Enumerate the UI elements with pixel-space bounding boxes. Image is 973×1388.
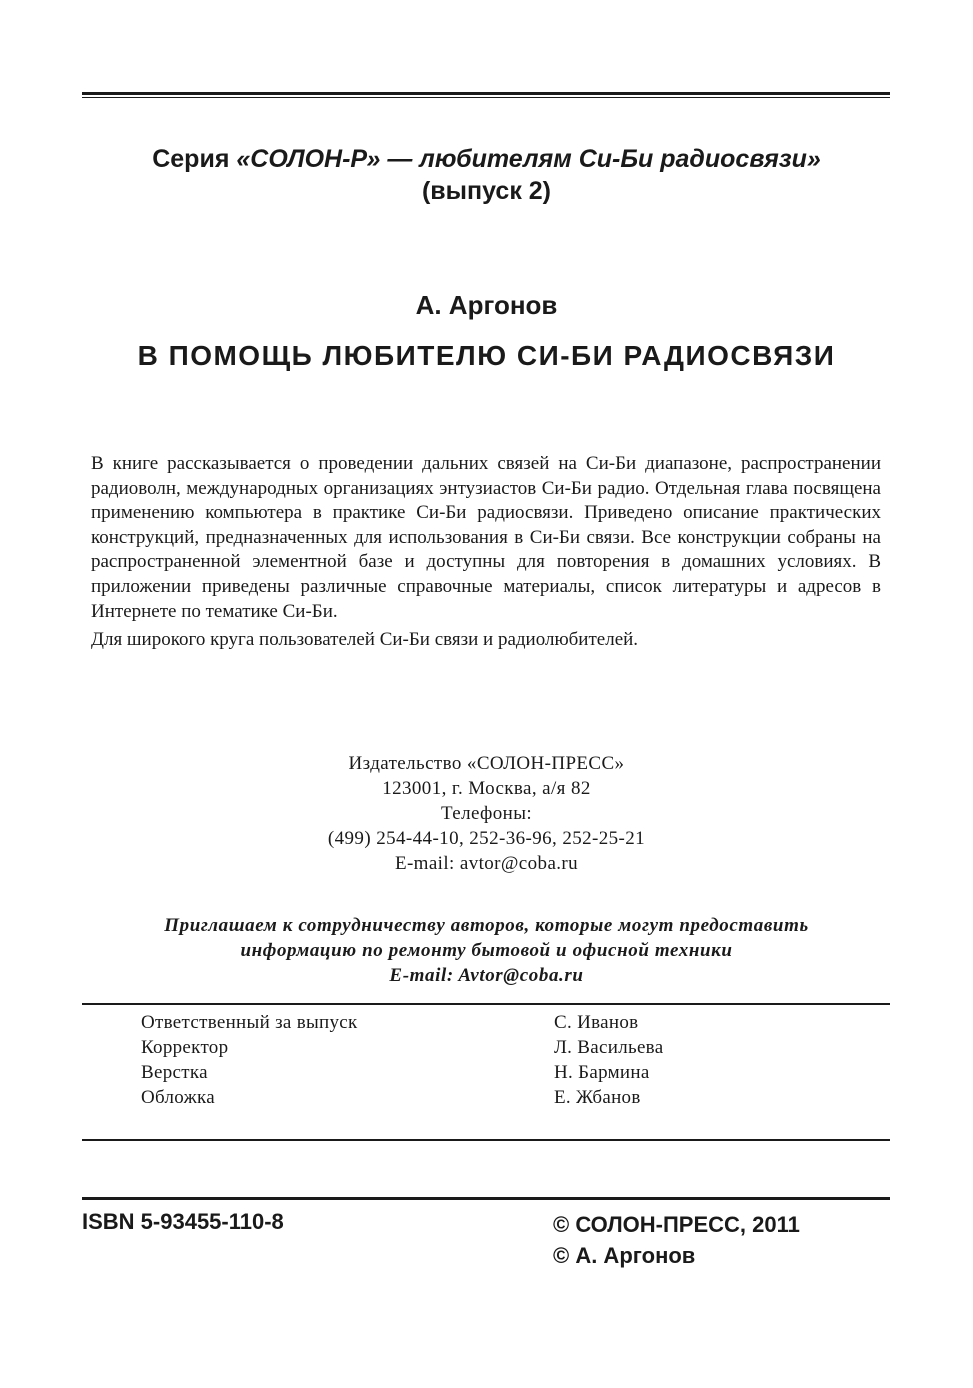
series-name: «СОЛОН-Р» — любителям Си-Би радиосвязи» [236,145,821,173]
credit-row [141,1060,841,1085]
divider-rule [82,1003,890,1005]
credit-row [141,1085,841,1110]
book-author: А. Аргонов [415,290,558,320]
credit-person: Л. Васильева [554,1037,664,1058]
copyright-block [553,1209,800,1271]
series-heading [0,143,973,207]
publisher-name: Издательство «СОЛОН-ПРЕСС» [348,753,625,774]
top-double-rule [82,92,890,95]
publisher-phones-label: Телефоны: [440,803,533,824]
credits-list [141,1010,841,1110]
publisher-address: 123001, г. Москва, а/я 82 [382,778,591,799]
isbn: ISBN 5-93455-110-8 [82,1209,284,1234]
abstract [91,452,881,653]
credit-row [141,1010,841,1035]
abstract-audience: Для широкого круга пользователей Си-Би связи и радиолюбителей. [91,629,639,651]
credit-role: Обложка [141,1087,216,1108]
divider-rule [82,1139,890,1141]
credit-role: Ответственный за выпуск [141,1012,358,1033]
credit-role: Верстка [141,1062,208,1083]
publisher-phones: (499) 254-44-10, 252-36-96, 252-25-21 [327,828,646,849]
bottom-rule [82,1197,890,1200]
author-invitation [0,913,973,988]
credit-person: Е. Жбанов [554,1087,641,1108]
credit-row [141,1035,841,1060]
top-double-rule-thin [82,97,890,98]
invitation-email: E-mail: Avtor@coba.ru [389,965,584,986]
book-title: В ПОМОЩЬ ЛЮБИТЕЛЮ СИ-БИ РАДИОСВЯЗИ [137,340,836,371]
credit-person: Н. Бармина [554,1062,650,1083]
copyright-publisher: © СОЛОН-ПРЕСС, 2011 [553,1212,800,1237]
credit-role: Корректор [141,1037,229,1058]
series-line [0,143,973,175]
abstract-paragraph: В книге рассказывается о проведении дальних связей на Си-Би диапазоне, распространении радиоволн, международных организациях энтузиастов Си-Би радио. Отдельная глава посвящена применению компьютера в практике Си-Би радиосвязи. Приведено описание практических конструкций, предназначенных для использования в Си-Би связи. Все конструкции собраны на распространенной элементной базе и доступны для повторения в домашних условиях. В приложении приведены различные справочные материалы, список литературы и адресов в Интернете по тематике Си-Би. [91,453,881,622]
series-prefix: Серия [152,145,237,173]
credit-person: С. Иванов [554,1012,639,1033]
publisher-info [0,751,973,876]
copyright-author: © А. Аргонов [553,1243,696,1268]
publisher-email: E-mail: avtor@coba.ru [394,853,579,874]
invitation-line: Приглашаем к сотрудничеству авторов, которые могут предоставить [164,915,809,936]
invitation-line: информацию по ремонту бытовой и офисной техники [240,940,733,961]
series-issue: (выпуск 2) [421,177,552,205]
